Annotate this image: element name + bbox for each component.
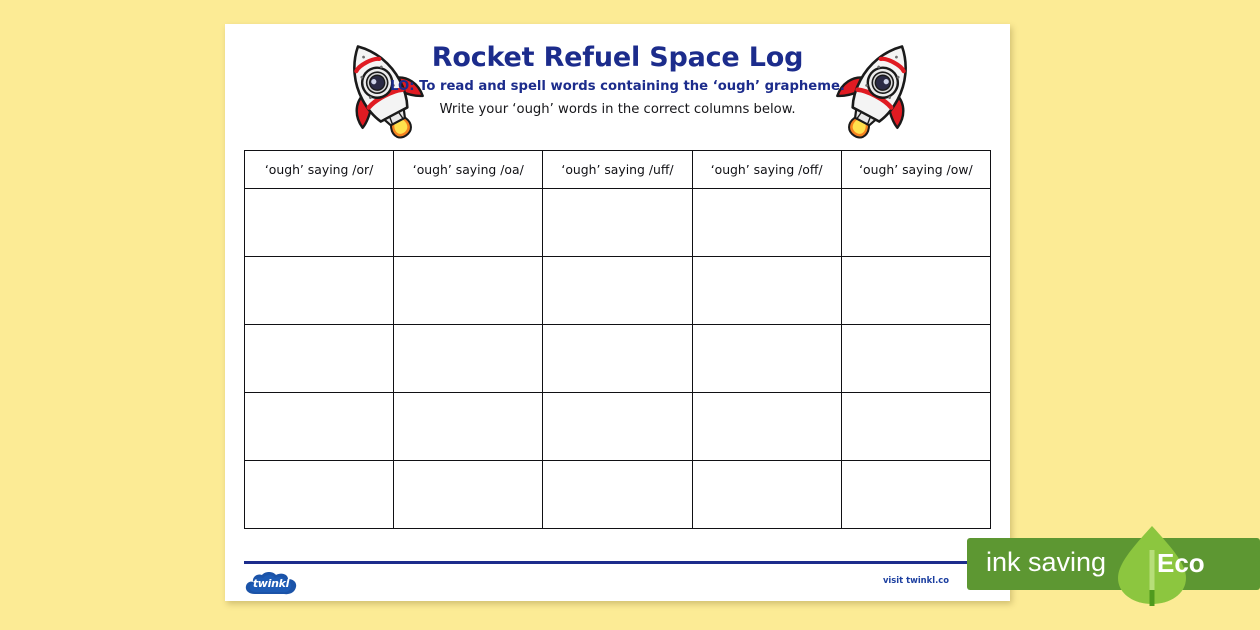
answer-cell[interactable] xyxy=(394,189,543,257)
answer-cell[interactable] xyxy=(692,461,841,529)
table-row xyxy=(245,257,991,325)
answer-cell[interactable] xyxy=(841,257,990,325)
answer-cell[interactable] xyxy=(245,257,394,325)
ink-saving-eco-badge xyxy=(967,532,1260,596)
eco-ink-label: ink saving xyxy=(986,547,1107,577)
answer-cell[interactable] xyxy=(245,189,394,257)
answer-cell[interactable] xyxy=(394,325,543,393)
worksheet-header xyxy=(225,24,1010,146)
answer-cell[interactable] xyxy=(841,325,990,393)
twinkl-logo[interactable] xyxy=(244,571,298,597)
answer-cell[interactable] xyxy=(394,393,543,461)
column-header-oa: ‘ough’ saying /oa/ xyxy=(394,151,543,189)
twinkl-wordmark: twinkl xyxy=(252,577,290,590)
table-row xyxy=(245,461,991,529)
instruction-line: Write your ‘ough’ words in the correct columns below. xyxy=(439,102,796,118)
answer-cell[interactable] xyxy=(543,189,692,257)
answer-cell[interactable] xyxy=(692,257,841,325)
answer-cell[interactable] xyxy=(543,461,692,529)
column-header-uff: ‘ough’ saying /uff/ xyxy=(543,151,692,189)
answer-cell[interactable] xyxy=(394,461,543,529)
answer-cell[interactable] xyxy=(543,257,692,325)
answer-cell[interactable] xyxy=(543,325,692,393)
footer-divider xyxy=(244,561,991,564)
answer-cell[interactable] xyxy=(692,325,841,393)
answer-cell[interactable] xyxy=(841,189,990,257)
answer-cell[interactable] xyxy=(245,393,394,461)
column-header-ow: ‘ough’ saying /ow/ xyxy=(841,151,990,189)
eco-eco-label: Eco xyxy=(1157,548,1205,578)
answer-cell[interactable] xyxy=(841,461,990,529)
column-header-off: ‘ough’ saying /off/ xyxy=(692,151,841,189)
answer-cell[interactable] xyxy=(543,393,692,461)
page-title: Rocket Refuel Space Log xyxy=(431,42,804,73)
table-header-row xyxy=(245,151,991,189)
answer-cell[interactable] xyxy=(245,461,394,529)
table-row xyxy=(245,393,991,461)
answer-cell[interactable] xyxy=(692,393,841,461)
table-row xyxy=(245,325,991,393)
learning-objective: LO: To read and spell words containing the ‘ough’ grapheme. xyxy=(390,79,845,94)
table-row xyxy=(245,189,991,257)
answer-cell[interactable] xyxy=(841,393,990,461)
answer-cell[interactable] xyxy=(692,189,841,257)
worksheet-footer xyxy=(244,569,991,601)
column-header-or: ‘ough’ saying /or/ xyxy=(245,151,394,189)
answer-cell[interactable] xyxy=(394,257,543,325)
header-text-block xyxy=(225,44,1010,116)
visit-twinkl-link[interactable]: visit twinkl.co xyxy=(882,575,949,585)
ough-sorting-table xyxy=(244,150,991,529)
worksheet-page xyxy=(225,24,1010,601)
answer-cell[interactable] xyxy=(245,325,394,393)
